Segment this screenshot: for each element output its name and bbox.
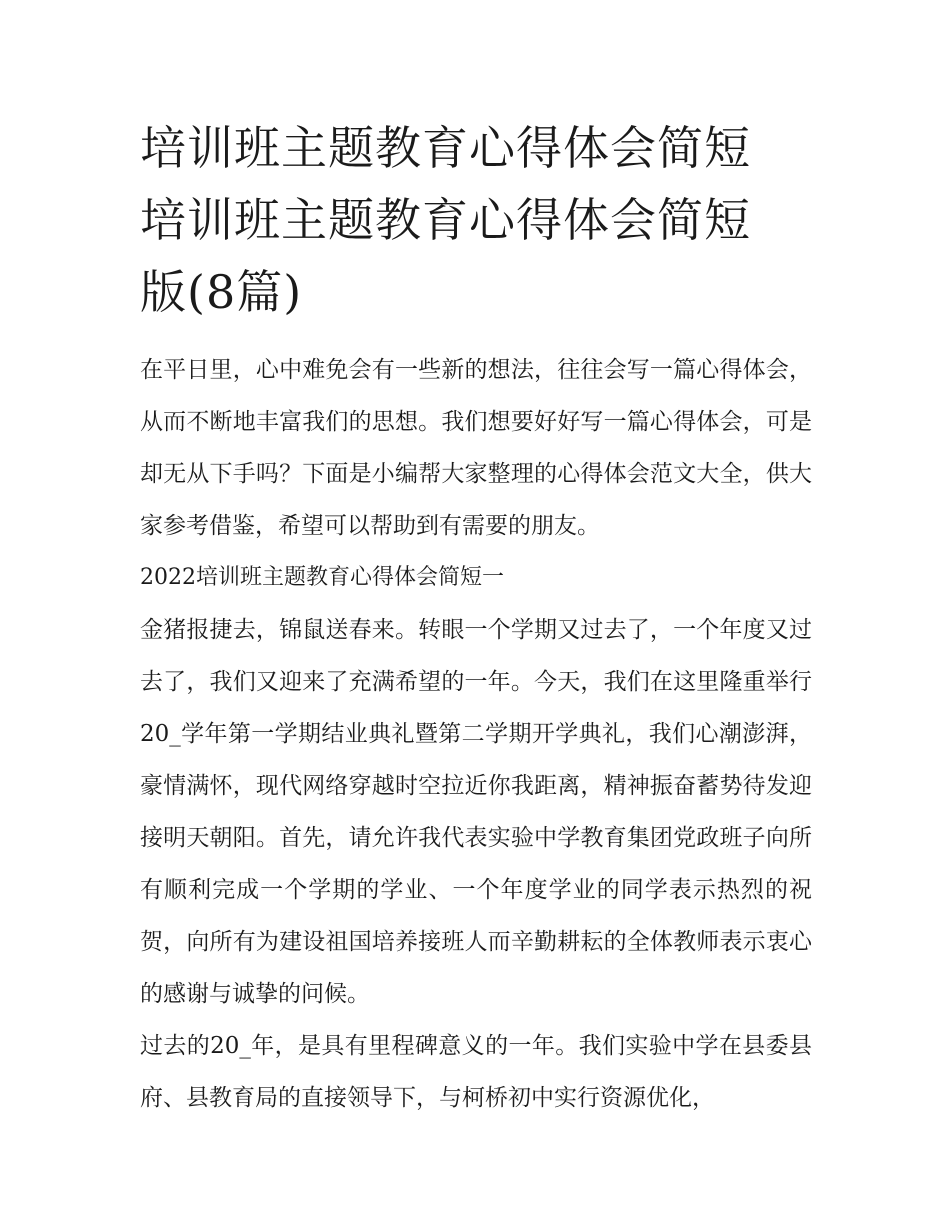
- document-page: [140, 112, 812, 1124]
- section-heading: 2022培训班主题教育心得体会简短一: [140, 565, 504, 590]
- intro-paragraph: 在平日里，心中难免会有一些新的想法，往往会写一篇心得体会，从而不断地丰富我们的思想。我们想要好好写一篇心得体会，可是却无从下手吗？下面是小编帮大家整理的心得体会范文大全，供大家参考借鉴，希望可以帮助到有需要的朋友。: [140, 357, 812, 539]
- title-line-3: 版(8篇): [140, 265, 303, 319]
- title-line-1: 培训班主题教育心得体会简短: [140, 121, 751, 175]
- document-title: [140, 112, 812, 328]
- body-paragraph-2: 过去的20_年，是具有里程碑意义的一年。我们实验中学在县委县府、县教育局的直接领导下，与柯桥初中实行资源优化，: [140, 1033, 812, 1111]
- body-paragraph-1: 金猪报捷去，锦鼠送春来。转眼一个学期又过去了，一个年度又过去了，我们又迎来了充满希望的一年。今天，我们在这里隆重举行20_学年第一学期结业典礼暨第二学期开学典礼，我们心潮澎湃，豪情满怀，现代网络穿越时空拉近你我距离，精神振奋蓄势待发迎接明天朝阳。首先，请允许我代表实验中学教育集团党政班子向所有顺利完成一个学期的学业、一个年度学业的同学表示热烈的祝贺，向所有为建设祖国培养接班人而辛勤耕耘的全体教师表示衷心的感谢与诚挚的问候。: [140, 617, 812, 1007]
- title-line-2: 培训班主题教育心得体会简短: [140, 193, 751, 247]
